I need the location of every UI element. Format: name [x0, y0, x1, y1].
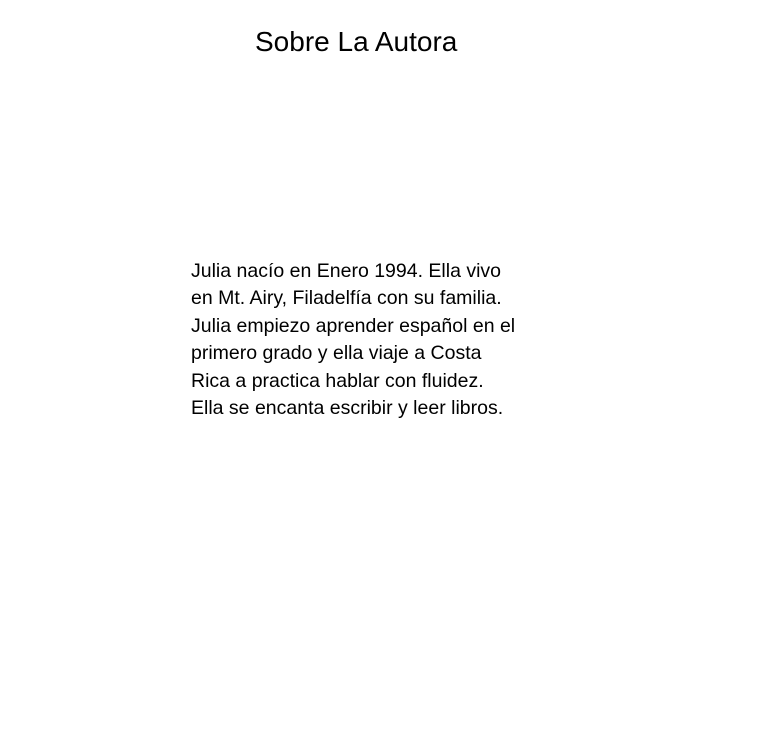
bio-line: Julia nacío en Enero 1994. Ella vivo	[191, 260, 502, 282]
page-title: Sobre La Autora	[255, 26, 458, 57]
bio-line: en Mt. Airy, Filadelfía con su familia.	[191, 287, 502, 310]
bio-line: Julia empiezo aprender español en el	[191, 314, 516, 337]
bio-line: Rica a practica hablar con fluidez.	[191, 369, 484, 392]
author-bio-paragraph	[191, 258, 591, 422]
bio-line: Ella se encanta escribir y leer libros.	[191, 397, 504, 420]
bio-line: primero grado y ella viaje a Costa	[191, 342, 482, 365]
